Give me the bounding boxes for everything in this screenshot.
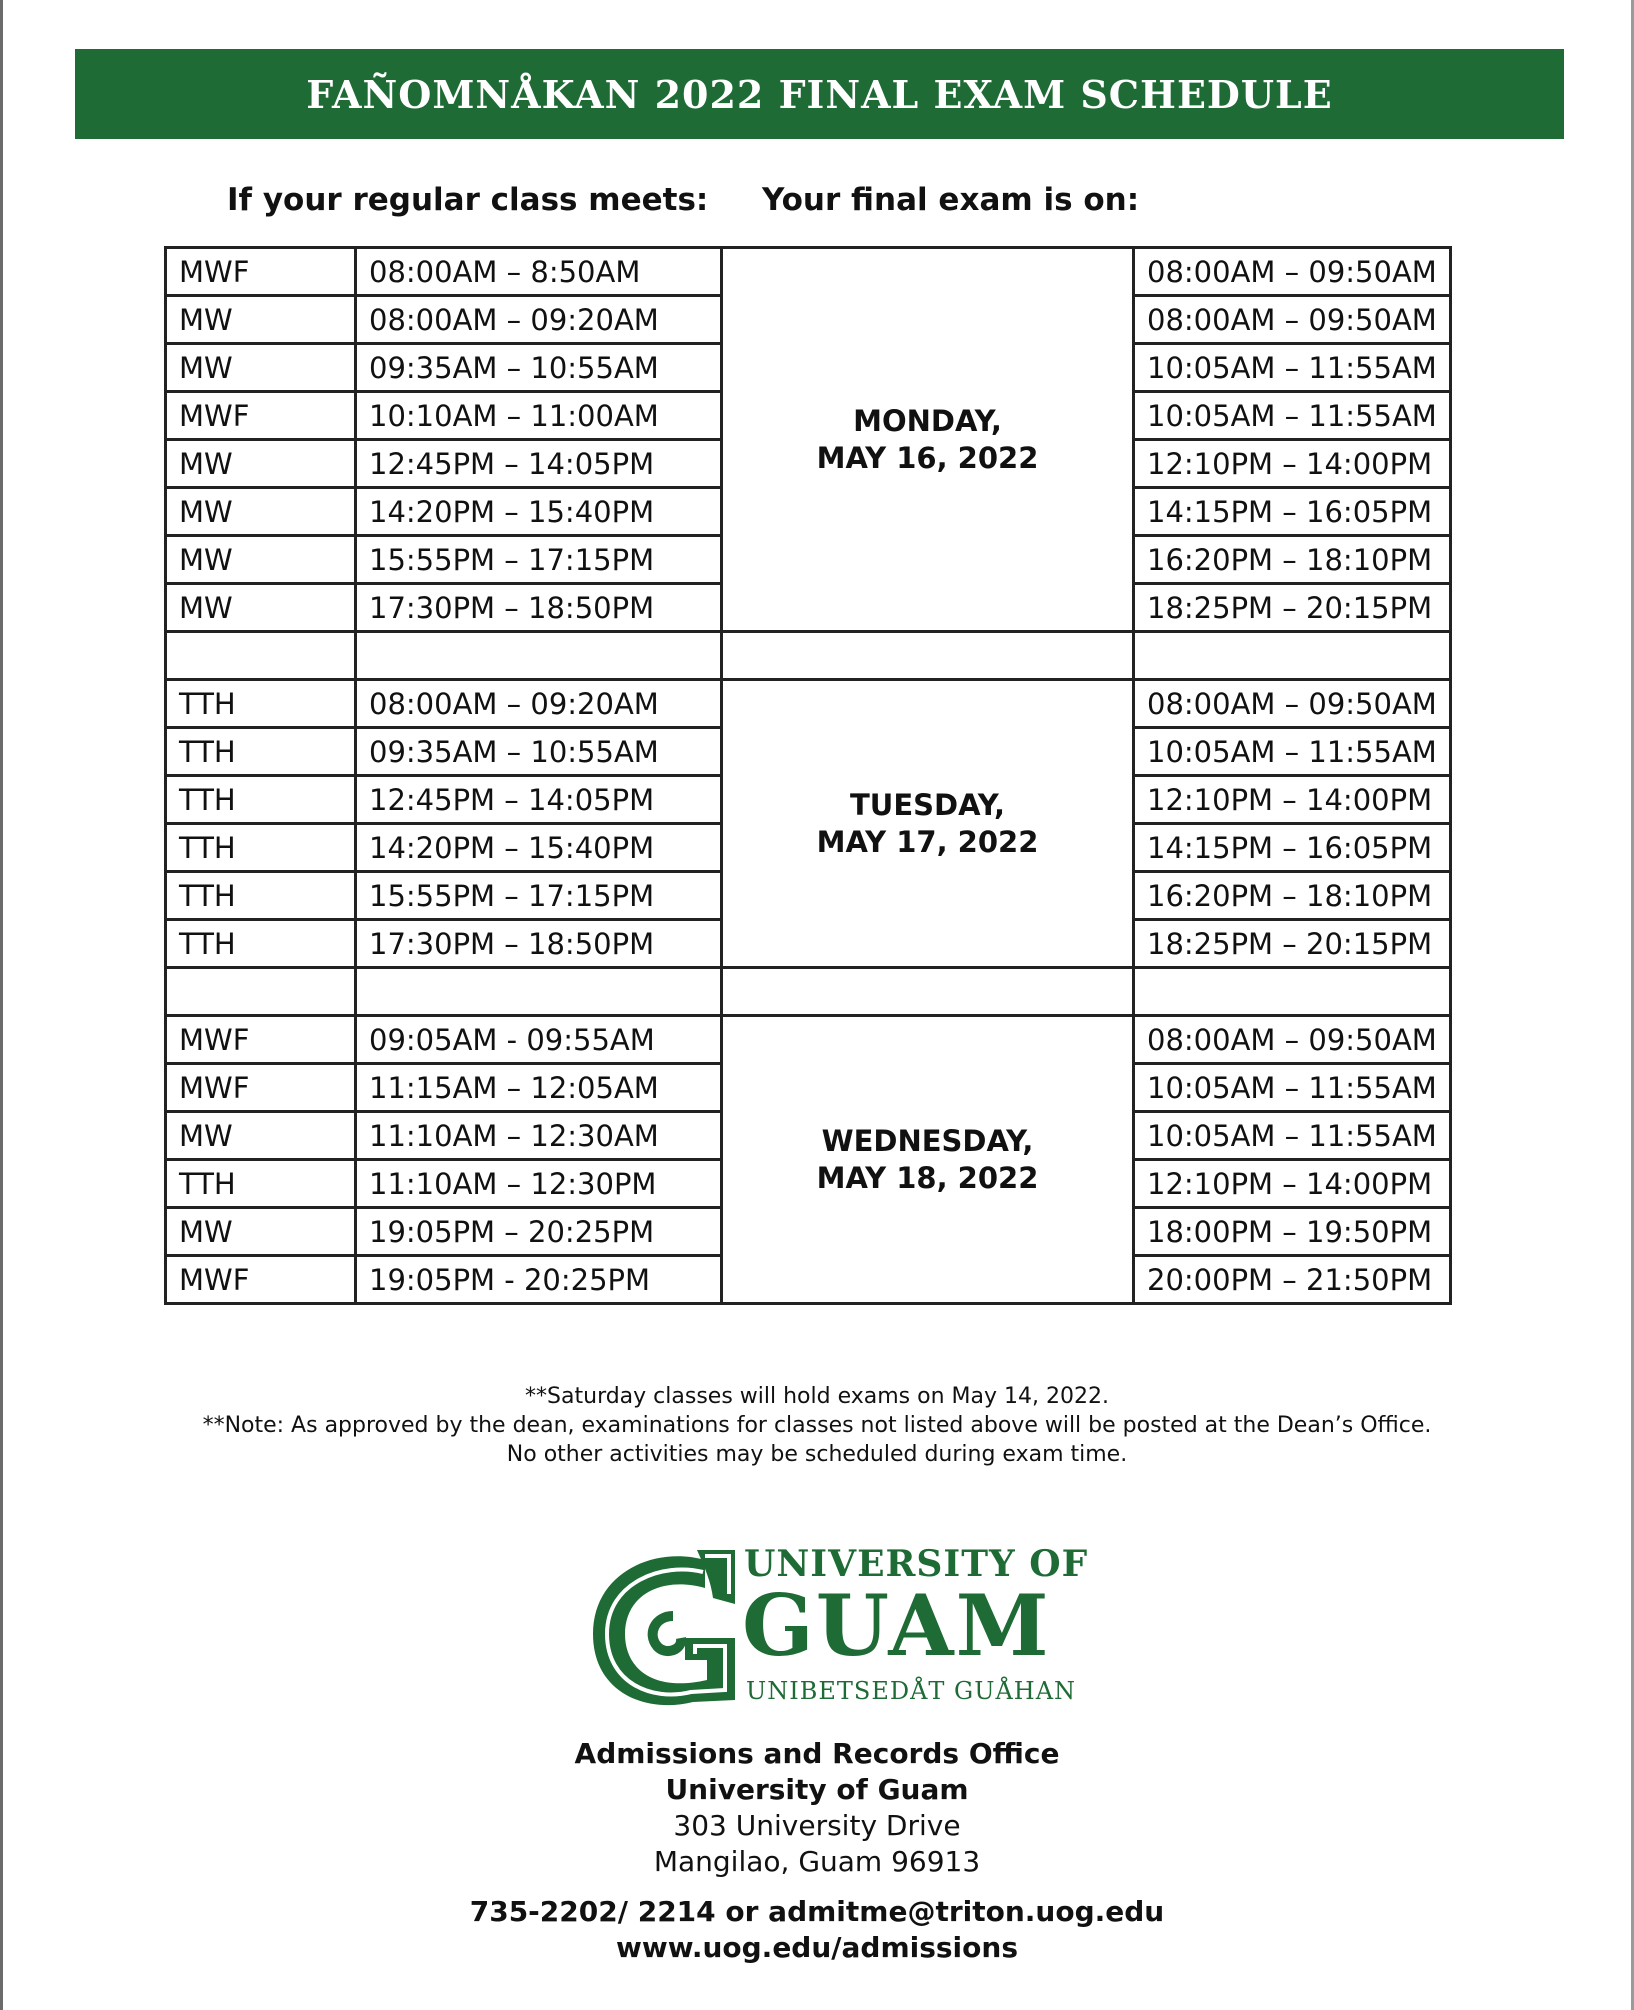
exam-day-weekday: WEDNESDAY,	[821, 1123, 1034, 1158]
empty-cell	[1134, 632, 1451, 680]
exam-day	[722, 1016, 1134, 1304]
exam-time: 10:05AM – 11:55AM	[1134, 392, 1451, 440]
class-time: 15:55PM – 17:15PM	[356, 872, 722, 920]
class-time: 09:05AM - 09:55AM	[356, 1016, 722, 1064]
exam-time: 12:10PM – 14:00PM	[1134, 776, 1451, 824]
meeting-days: MWF	[166, 1256, 356, 1304]
street-address: 303 University Drive	[673, 1809, 961, 1842]
class-time: 11:10AM – 12:30PM	[356, 1160, 722, 1208]
meeting-days: MW	[166, 440, 356, 488]
exam-time: 08:00AM – 09:50AM	[1134, 1016, 1451, 1064]
exam-day-weekday: TUESDAY,	[850, 787, 1005, 822]
exam-time: 10:05AM – 11:55AM	[1134, 1112, 1451, 1160]
meeting-days: MW	[166, 584, 356, 632]
logo-line-1: UNIVERSITY OF	[744, 1543, 1089, 1585]
class-meets-header: If your regular class meets:	[227, 182, 709, 218]
class-time: 17:30PM – 18:50PM	[356, 920, 722, 968]
empty-cell	[722, 968, 1134, 1016]
phone-email: 735-2202/ 2214 or admitme@triton.uog.edu	[469, 1895, 1165, 1928]
empty-cell	[166, 632, 356, 680]
exam-time: 12:10PM – 14:00PM	[1134, 1160, 1451, 1208]
logo-line-2: GUAM	[742, 1576, 1051, 1675]
class-time: 08:00AM – 8:50AM	[356, 248, 722, 296]
exam-time: 14:15PM – 16:05PM	[1134, 824, 1451, 872]
exam-on-header: Your final exam is on:	[762, 182, 1140, 218]
exam-time: 18:25PM – 20:15PM	[1134, 584, 1451, 632]
exam-time: 20:00PM – 21:50PM	[1134, 1256, 1451, 1304]
exam-time: 18:25PM – 20:15PM	[1134, 920, 1451, 968]
exam-time: 10:05AM – 11:55AM	[1134, 728, 1451, 776]
empty-cell	[356, 632, 722, 680]
meeting-days: MW	[166, 536, 356, 584]
exam-time: 14:15PM – 16:05PM	[1134, 488, 1451, 536]
exam-day	[722, 680, 1134, 968]
meeting-days: TTH	[166, 1160, 356, 1208]
class-time: 10:10AM – 11:00AM	[356, 392, 722, 440]
class-time: 09:35AM – 10:55AM	[356, 344, 722, 392]
table-row	[166, 1016, 1451, 1064]
meeting-days: MW	[166, 296, 356, 344]
meeting-days: MW	[166, 488, 356, 536]
empty-cell	[1134, 968, 1451, 1016]
exam-day	[722, 248, 1134, 632]
exam-time: 12:10PM – 14:00PM	[1134, 440, 1451, 488]
exam-time: 08:00AM – 09:50AM	[1134, 296, 1451, 344]
exam-time: 08:00AM – 09:50AM	[1134, 248, 1451, 296]
class-time: 12:45PM – 14:05PM	[356, 440, 722, 488]
logo-line-3: UNIBETSEDÅT GUÅHAN	[746, 1677, 1077, 1705]
exam-day-date: MAY 16, 2022	[816, 440, 1039, 475]
class-time: 08:00AM – 09:20AM	[356, 680, 722, 728]
office-name: Admissions and Records Office	[574, 1737, 1060, 1770]
exam-day-weekday: MONDAY,	[853, 403, 1002, 438]
spacer-row	[166, 968, 1451, 1016]
class-time: 14:20PM – 15:40PM	[356, 488, 722, 536]
meeting-days: MWF	[166, 248, 356, 296]
class-time: 15:55PM – 17:15PM	[356, 536, 722, 584]
class-time: 08:00AM – 09:20AM	[356, 296, 722, 344]
table-row	[166, 248, 1451, 296]
exam-time: 10:05AM – 11:55AM	[1134, 344, 1451, 392]
class-time: 19:05PM - 20:25PM	[356, 1256, 722, 1304]
meeting-days: MW	[166, 344, 356, 392]
exam-schedule-table	[164, 246, 1452, 1305]
class-time: 19:05PM – 20:25PM	[356, 1208, 722, 1256]
meeting-days: MWF	[166, 1064, 356, 1112]
university-name: University of Guam	[665, 1773, 969, 1806]
exam-time: 18:00PM – 19:50PM	[1134, 1208, 1451, 1256]
exam-time: 08:00AM – 09:50AM	[1134, 680, 1451, 728]
meeting-days: TTH	[166, 872, 356, 920]
empty-cell	[722, 632, 1134, 680]
exam-time: 10:05AM – 11:55AM	[1134, 1064, 1451, 1112]
class-time: 12:45PM – 14:05PM	[356, 776, 722, 824]
title-banner	[75, 49, 1564, 139]
meeting-days: MWF	[166, 1016, 356, 1064]
column-headers	[0, 182, 1634, 232]
page-left-edge	[0, 0, 3, 2010]
city-address: Mangilao, Guam 96913	[653, 1845, 981, 1878]
table-row	[166, 680, 1451, 728]
class-time: 11:15AM – 12:05AM	[356, 1064, 722, 1112]
meeting-days: TTH	[166, 824, 356, 872]
class-time: 09:35AM – 10:55AM	[356, 728, 722, 776]
note-dean: **Note: As approved by the dean, examinations for classes not listed above will be posted at the Dean’s Office.	[202, 1413, 1432, 1438]
meeting-days: MW	[166, 1208, 356, 1256]
meeting-days: TTH	[166, 680, 356, 728]
meeting-days: MWF	[166, 392, 356, 440]
exam-time: 16:20PM – 18:10PM	[1134, 872, 1451, 920]
spacer-row	[166, 632, 1451, 680]
class-time: 11:10AM – 12:30AM	[356, 1112, 722, 1160]
exam-day-date: MAY 17, 2022	[816, 824, 1039, 859]
website-link[interactable]: www.uog.edu/admissions	[616, 1931, 1018, 1964]
exam-day-date: MAY 18, 2022	[816, 1160, 1039, 1195]
meeting-days: TTH	[166, 728, 356, 776]
exam-time: 16:20PM – 18:10PM	[1134, 536, 1451, 584]
meeting-days: TTH	[166, 920, 356, 968]
page-title: FAÑOMNÅKAN 2022 FINAL EXAM SCHEDULE	[306, 71, 1333, 117]
empty-cell	[166, 968, 356, 1016]
class-time: 14:20PM – 15:40PM	[356, 824, 722, 872]
contact-block	[0, 1736, 1634, 1966]
note-activities: No other activities may be scheduled during exam time.	[506, 1442, 1128, 1467]
empty-cell	[356, 968, 722, 1016]
note-saturday: **Saturday classes will hold exams on May 14, 2022.	[525, 1384, 1109, 1409]
meeting-days: MW	[166, 1112, 356, 1160]
notes	[0, 1382, 1634, 1469]
meeting-days: TTH	[166, 776, 356, 824]
class-time: 17:30PM – 18:50PM	[356, 584, 722, 632]
